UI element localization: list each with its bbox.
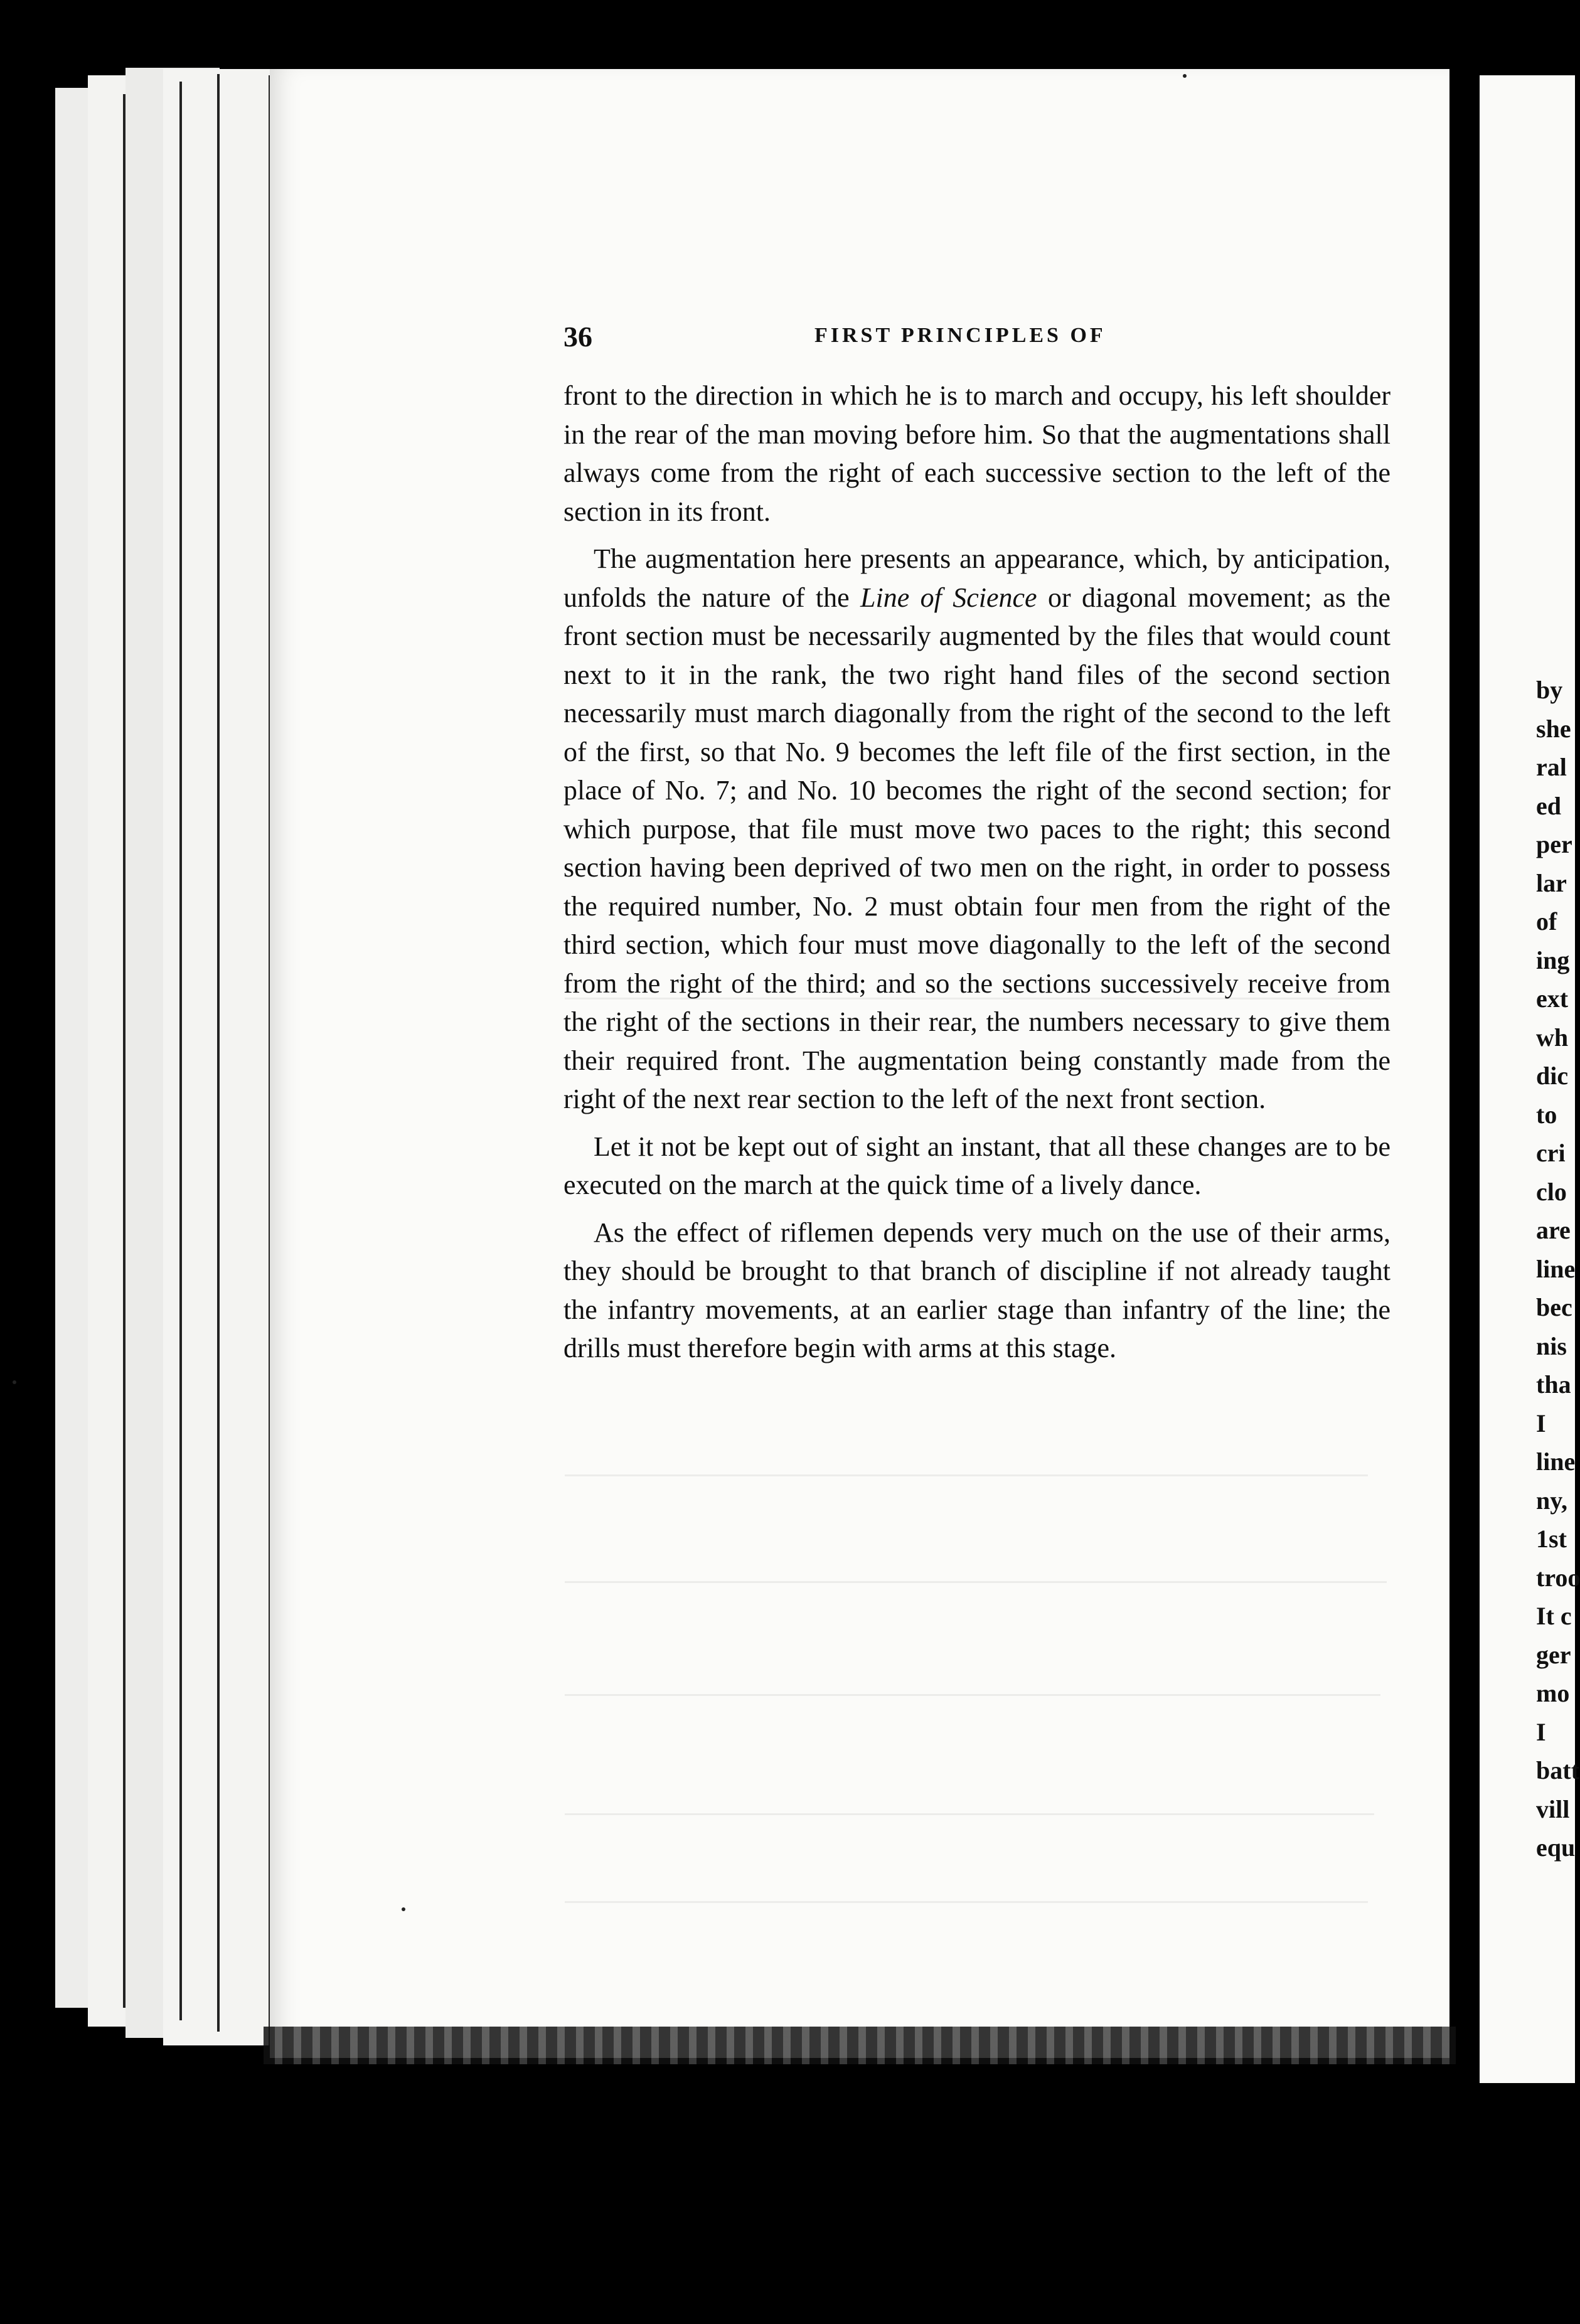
paragraph: As the effect of riflemen depends very much on the use of their arms, they should be brought to that branch of discipline if not already taught the infantry movements, at an earlier stage than infantry of the line; the drills must therefore begin with arms at this stage. <box>563 1217 1391 1363</box>
bleed-through <box>565 1581 1387 1583</box>
bleed-through <box>565 1694 1380 1696</box>
right-page-fragment: lar <box>1536 869 1567 897</box>
right-page-fragment: by <box>1536 676 1563 704</box>
right-page-fragment: equ <box>1536 1833 1576 1862</box>
right-page-fragment: to <box>1536 1101 1557 1129</box>
right-page-fragment: cri <box>1536 1139 1566 1167</box>
right-page-fragment: ny, <box>1536 1486 1568 1515</box>
paragraph: front to the direction in which he is to march and occupy, his left shoulder in the rear of the man moving before him. So that the augmentations shall always come from the right of each successive section to the left of the section in its front. <box>563 380 1391 527</box>
right-page-fragment: ext <box>1536 984 1569 1013</box>
speck <box>13 1380 16 1384</box>
paragraph <box>563 540 1391 1119</box>
page-number: 36 <box>563 321 592 353</box>
right-page-fragment: dic <box>1536 1062 1569 1090</box>
paragraph-text: The augmentation here presents an appearance, which, by anticipation, unfolds the nature of the <box>563 543 1391 613</box>
right-page-fragment: mo <box>1536 1679 1570 1707</box>
paragraph-text: or diagonal movement; as the front section must be necessarily augmented by the files that would count next to it in the rank, the two right hand files of the second section necessarily must march diagonally from the right of the second to the left of the first, so that No. 9 becomes the left file of the first section, in the place of No. 7; and No. 10 becomes the right of the second section; for which purpose, that file must move two paces to the right; this second section having been deprived of two men on the right, in order to possess the required number, No. 2 must obtain four men from the right of the third section, which four must move diagonally to the left of the second from the right of the third; and so the sections successively receive from the right of the sections in their rear, the numbers necessary to give them their required front. The augmentation being constantly made from the right of the next rear section to the left of the next front section. <box>563 582 1391 1114</box>
bleed-through <box>565 1474 1368 1476</box>
speck <box>402 1907 405 1911</box>
body-text <box>563 376 1391 1377</box>
right-page-fragment: ral <box>1536 753 1567 781</box>
right-page-fragment: per <box>1536 830 1572 858</box>
right-page-fragment: clo <box>1536 1178 1567 1206</box>
gutter <box>1459 63 1481 2102</box>
page-edge-line <box>179 82 182 2020</box>
right-page-fragment: line <box>1536 1255 1576 1283</box>
right-page-fragment: I <box>1536 1718 1546 1746</box>
right-page-fragment: ing <box>1536 946 1570 974</box>
right-page-fragment: troo <box>1536 1564 1580 1592</box>
speck <box>1183 74 1187 78</box>
right-page-fragment: she <box>1536 715 1571 743</box>
right-page-fragment: It c <box>1536 1602 1572 1630</box>
paragraph: Let it not be kept out of sight an instant, that all these changes are to be executed on the march at the quick time of a lively dance. <box>563 1131 1391 1200</box>
bleed-through <box>565 1813 1374 1815</box>
right-page-fragment: ed <box>1536 792 1561 820</box>
right-page-fragment: ger <box>1536 1641 1571 1669</box>
right-page-fragment: are <box>1536 1216 1571 1244</box>
right-page-fragment: wh <box>1536 1023 1569 1052</box>
right-page-fragment: tha <box>1536 1370 1571 1399</box>
right-page-fragment: nis <box>1536 1332 1567 1360</box>
page-bottom-edge <box>264 2027 1456 2064</box>
page-edge-line <box>217 74 220 2032</box>
running-head: FIRST PRINCIPLES OF <box>814 324 1106 347</box>
page-edge-line <box>123 94 125 2008</box>
page-header <box>563 320 1392 358</box>
right-page-fragment: bec <box>1536 1293 1572 1321</box>
right-page-fragment: 1st <box>1536 1525 1567 1553</box>
italic-term: Line of Science <box>860 582 1037 613</box>
right-page-fragment: line <box>1536 1447 1576 1476</box>
bleed-through <box>565 1901 1368 1903</box>
right-page-fragment: vill <box>1536 1795 1570 1823</box>
right-page-fragment: of <box>1536 907 1557 935</box>
right-page-fragment: I <box>1536 1409 1546 1437</box>
right-page-fragment: batt <box>1536 1756 1579 1784</box>
